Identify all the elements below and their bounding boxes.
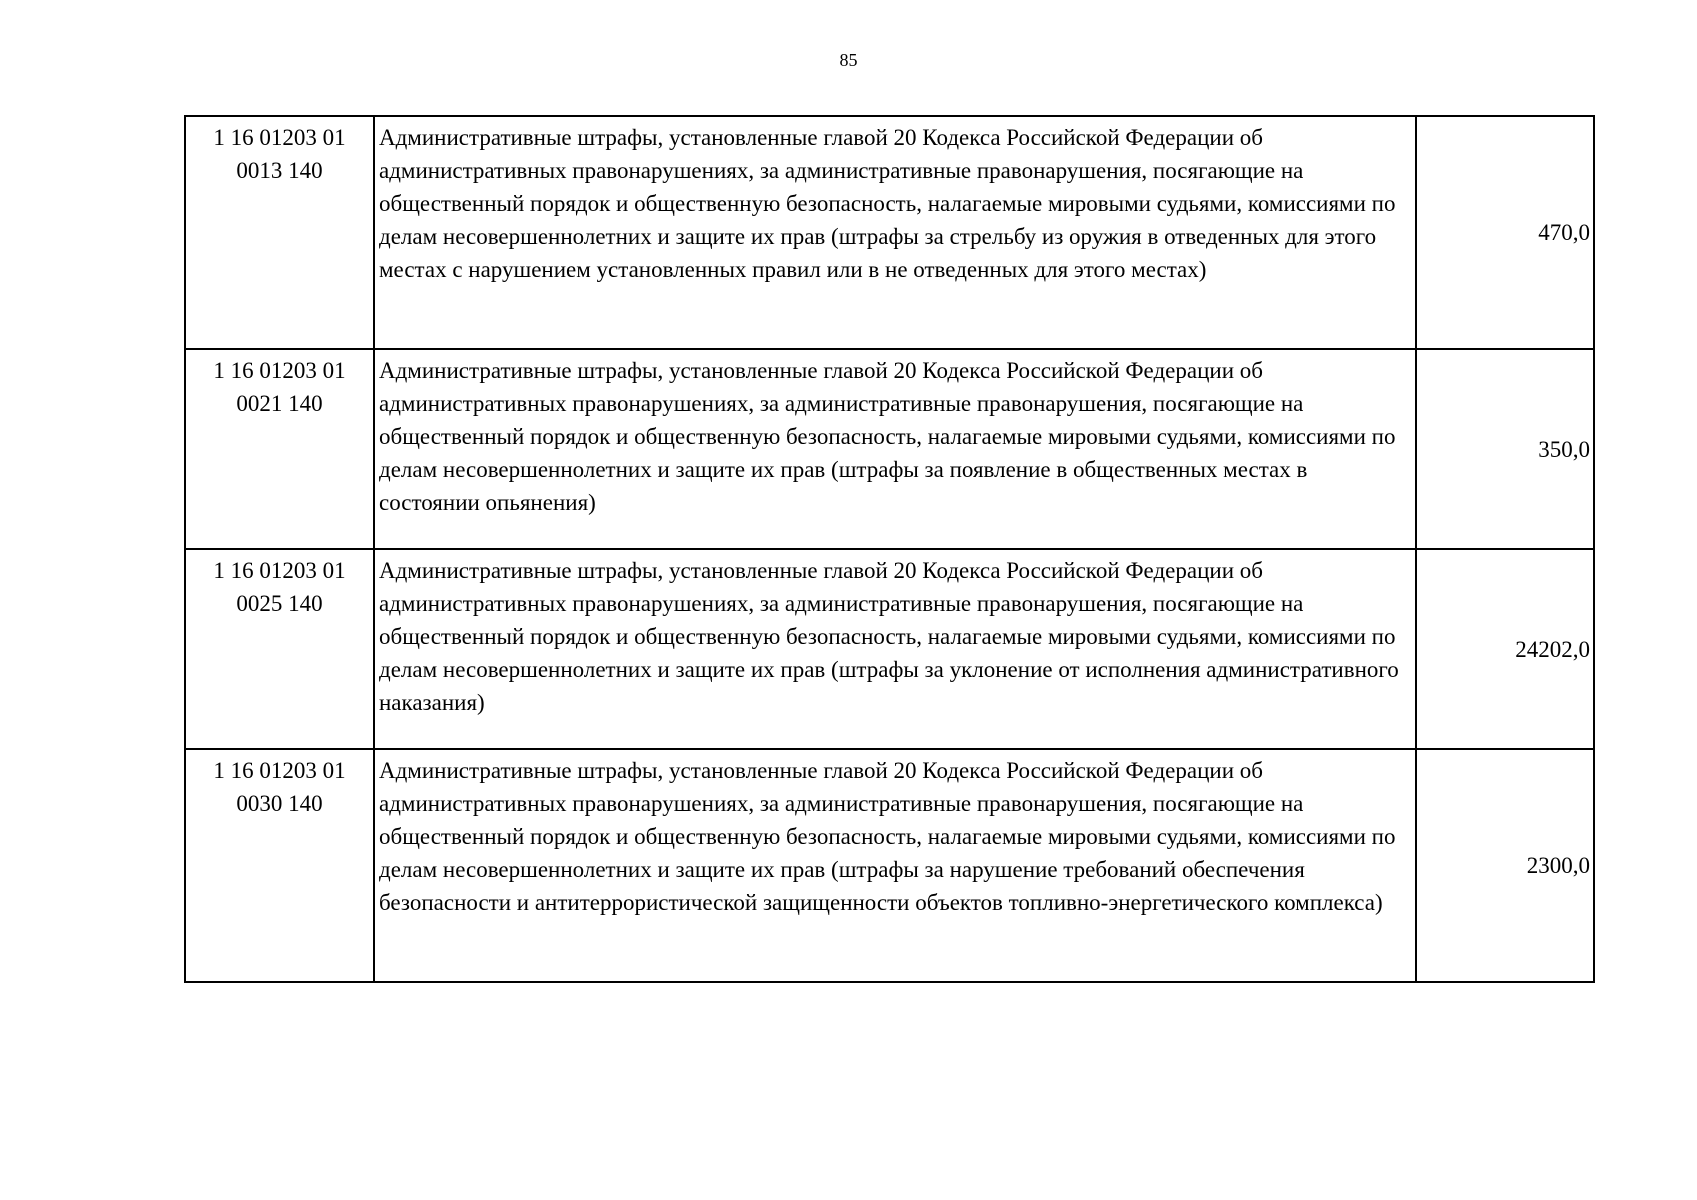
amount-cell: 350,0 (1416, 349, 1594, 549)
table-row (185, 116, 1594, 349)
budget-code-cell: 1 16 01203 01 0025 140 (185, 549, 374, 749)
amount-cell: 24202,0 (1416, 549, 1594, 749)
description-cell: Административные штрафы, установленные главой 20 Кодекса Российской Федерации об административных правонарушениях, за административные правонарушения, посягающие на общественный порядок и общественную безопасность, налагаемые мировыми судьями, комиссиями по делам несовершеннолетних и защите их прав (штрафы за нарушение требований обеспечения безопасности и антитеррористической защищенности объектов топливно-энергетического комплекса) (374, 749, 1416, 982)
description-cell: Административные штрафы, установленные главой 20 Кодекса Российской Федерации об административных правонарушениях, за административные правонарушения, посягающие на общественный порядок и общественную безопасность, налагаемые мировыми судьями, комиссиями по делам несовершеннолетних и защите их прав (штрафы за появление в общественных местах в состоянии опьянения) (374, 349, 1416, 549)
budget-code-cell: 1 16 01203 01 0030 140 (185, 749, 374, 982)
table-row (185, 549, 1594, 749)
table-row (185, 749, 1594, 982)
amount-cell: 470,0 (1416, 116, 1594, 349)
budget-code-cell: 1 16 01203 01 0021 140 (185, 349, 374, 549)
amount-cell: 2300,0 (1416, 749, 1594, 982)
budget-code-cell: 1 16 01203 01 0013 140 (185, 116, 374, 349)
table-row (185, 349, 1594, 549)
page-number: 85 (839, 50, 858, 70)
description-cell: Административные штрафы, установленные главой 20 Кодекса Российской Федерации об административных правонарушениях, за административные правонарушения, посягающие на общественный порядок и общественную безопасность, налагаемые мировыми судьями, комиссиями по делам несовершеннолетних и защите их прав (штрафы за уклонение от исполнения административного наказания) (374, 549, 1416, 749)
description-cell: Административные штрафы, установленные главой 20 Кодекса Российской Федерации об административных правонарушениях, за административные правонарушения, посягающие на общественный порядок и общественную безопасность, налагаемые мировыми судьями, комиссиями по делам несовершеннолетних и защите их прав (штрафы за стрельбу из оружия в отведенных для этого местах с нарушением установленных правил или в не отведенных для этого местах) (374, 116, 1416, 349)
budget-table (184, 115, 1595, 983)
